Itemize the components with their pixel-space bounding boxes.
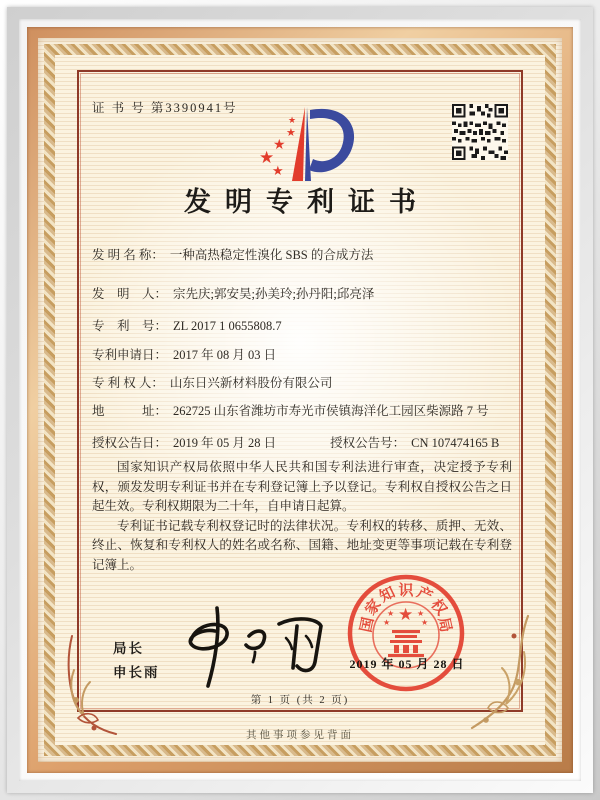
field-value: ZL 2017 1 0655808.7 bbox=[173, 319, 282, 333]
field-value: 一种高热稳定性溴化 SBS 的合成方法 bbox=[169, 248, 374, 262]
legal-text bbox=[92, 458, 512, 575]
field-label: 授权公告日： bbox=[92, 436, 168, 450]
seal-char: 产 bbox=[414, 584, 435, 606]
svg-text:★: ★ bbox=[421, 618, 429, 627]
svg-text:★: ★ bbox=[272, 163, 284, 178]
field-patentee bbox=[92, 373, 516, 391]
field-address bbox=[92, 401, 516, 419]
corner-flourish-left bbox=[64, 630, 122, 740]
field-value: 262725 山东省潍坊市寿光市侯镇海洋化工园区柴源路 7 号 bbox=[173, 404, 489, 418]
svg-text:★: ★ bbox=[288, 115, 297, 125]
corner-flourish-right bbox=[468, 612, 534, 744]
field-label: 专 利 权 人： bbox=[92, 376, 164, 390]
seal-char: 国 bbox=[358, 615, 378, 634]
field-value: 2017 年 08 月 03 日 bbox=[173, 348, 277, 362]
svg-text:★: ★ bbox=[417, 609, 425, 618]
svg-text:★: ★ bbox=[286, 127, 296, 139]
svg-text:★: ★ bbox=[273, 138, 286, 153]
field-label: 发 明 名 称： bbox=[92, 248, 164, 262]
director-signature bbox=[175, 600, 335, 692]
grant-number-pair bbox=[330, 433, 499, 451]
field-label: 地 址： bbox=[92, 404, 168, 418]
field-label: 发 明 人： bbox=[92, 287, 168, 301]
seal-date: 2019 年 05 月 28 日 bbox=[349, 657, 465, 671]
field-patent-number bbox=[92, 316, 516, 334]
field-value: CN 107474165 B bbox=[411, 436, 500, 450]
svg-text:★: ★ bbox=[259, 148, 275, 167]
certificate-title: 发明专利证书 bbox=[184, 187, 430, 217]
seal-char: 局 bbox=[434, 615, 454, 634]
back-note: 其他事项参见背面 bbox=[246, 730, 354, 741]
seal-char: 权 bbox=[427, 596, 450, 619]
cnipa-logo-icon bbox=[243, 101, 371, 187]
qr-code-icon bbox=[452, 104, 508, 160]
field-invention-name bbox=[92, 245, 516, 263]
field-value: 宗先庆;郭安昊;孙美玲;孙丹阳;邱亮泽 bbox=[173, 287, 375, 301]
grant-date-pair bbox=[92, 433, 276, 451]
legal-paragraph-2: 专利证书记载专利权登记时的法律状况。专利权的转移、质押、无效、终止、恢复和专利权人的姓名或名称、国籍、地址变更等事项记载在专利登记簿上。 bbox=[92, 518, 512, 572]
field-label: 专 利 号： bbox=[92, 319, 168, 333]
director-title: 局长 bbox=[113, 641, 144, 656]
cnipa-seal bbox=[345, 572, 467, 694]
field-value: 2019 年 05 月 28 日 bbox=[173, 436, 277, 450]
page-number: 第 1 页 (共 2 页) bbox=[250, 695, 350, 706]
field-grant-info bbox=[92, 433, 516, 451]
field-label: 授权公告号： bbox=[330, 436, 406, 450]
svg-text:★: ★ bbox=[398, 605, 414, 624]
field-value: 山东日兴新材料股份有限公司 bbox=[169, 376, 333, 390]
legal-paragraph-1: 国家知识产权局依照中华人民共和国专利法进行审查，决定授予专利权，颁发发明专利证书并在专利登记簿上予以登记。专利权自授权公告之日起生效。专利权期限为二十年，自申请日起算。 bbox=[92, 460, 512, 513]
field-inventors bbox=[92, 284, 516, 302]
national-emblem-icon bbox=[383, 605, 428, 657]
certificate-number: 证 书 号 第3390941号 bbox=[92, 101, 238, 115]
field-label: 专利申请日： bbox=[92, 348, 168, 362]
field-application-date bbox=[92, 345, 516, 363]
seal-char: 家 bbox=[362, 596, 385, 619]
director-name: 申长雨 bbox=[113, 665, 160, 680]
svg-text:★: ★ bbox=[383, 618, 391, 627]
seal-char: 知 bbox=[377, 584, 398, 606]
svg-text:★: ★ bbox=[387, 609, 395, 618]
seal-char: 识 bbox=[398, 583, 414, 599]
